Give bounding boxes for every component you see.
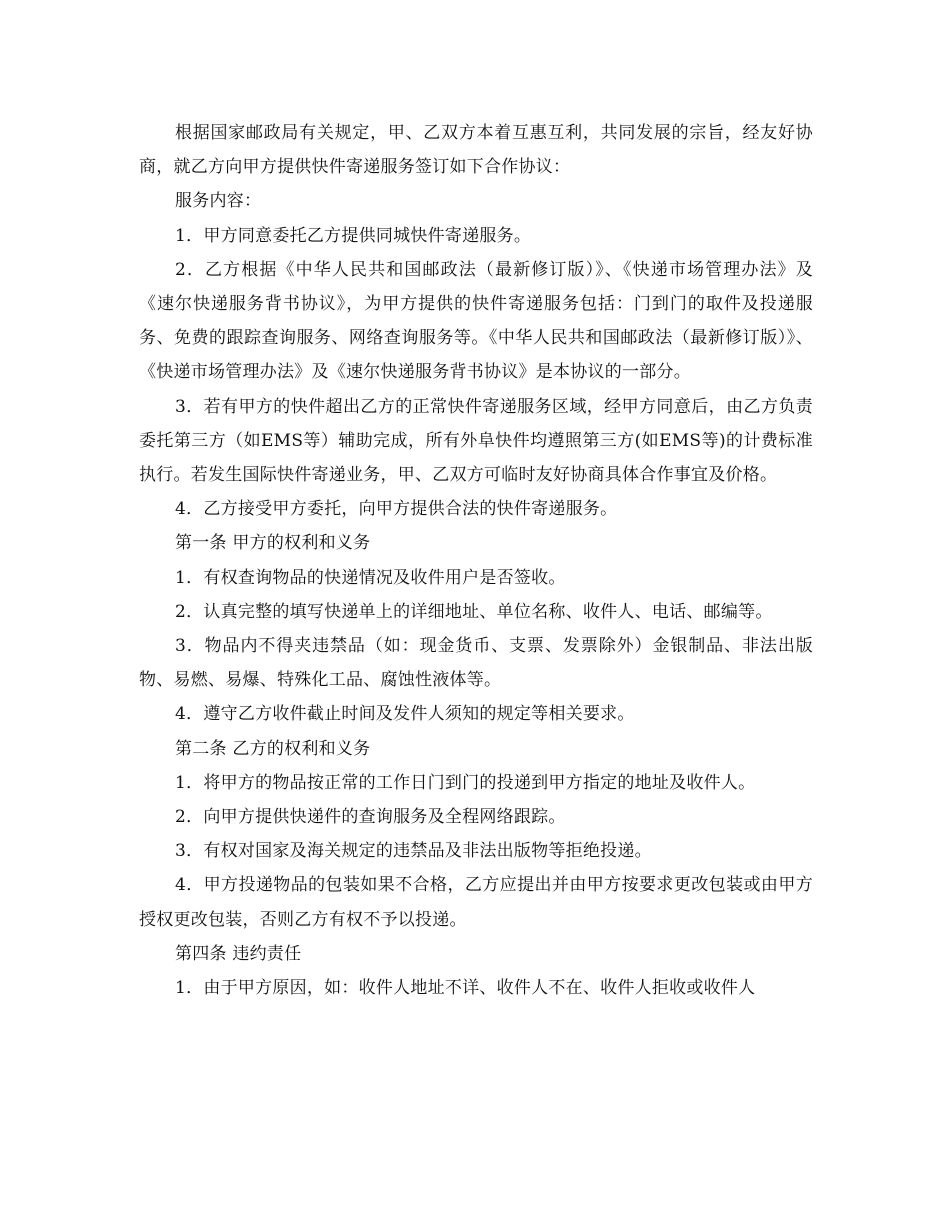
article-2-heading: 第二条 乙方的权利和义务: [175, 738, 371, 759]
service-item-4: 4．乙方接受甲方委托，向甲方提供合法的快件寄递服务。: [175, 499, 618, 520]
article-2-item-4: 4．甲方投递物品的包装如果不合格，乙方应提出并由甲方按要求更改包装或由甲方授权更改包装，否则乙方有权不予以投递。: [139, 875, 813, 930]
article-1-item-2: 2．认真完整的填写快递单上的详细地址、单位名称、收件人、电话、邮编等。: [175, 601, 773, 622]
article-1-heading: 第一条 甲方的权利和义务: [175, 533, 371, 554]
service-content-heading: 服务内容：: [175, 191, 262, 212]
document-body: [139, 116, 813, 1005]
intro-paragraph: 根据国家邮政局有关规定，甲、乙双方本着互惠互利，共同发展的宗旨，经友好协商，就乙方向甲方提供快件寄递服务签订如下合作协议：: [139, 123, 813, 178]
article-2-item-1: 1．将甲方的物品按正常的工作日门到门的投递到甲方指定的地址及收件人。: [175, 772, 756, 793]
article-1-item-3: 3．物品内不得夹违禁品（如：现金货币、支票、发票除外）金银制品、非法出版物、易燃、易爆、特殊化工品、腐蚀性液体等。: [139, 636, 813, 691]
article-4-heading: 第四条 违约责任: [175, 943, 302, 964]
article-2-item-2: 2．向甲方提供快递件的查询服务及全程网络跟踪。: [175, 807, 566, 828]
service-item-3: 3．若有甲方的快件超出乙方的正常快件寄递服务区域，经甲方同意后，由乙方负责委托第三方（如EMS等）辅助完成，所有外阜快件均遵照第三方(如EMS等)的计费标准执行。若发生国际快件寄递业务，甲、乙双方可临时友好协商具体合作事宜及价格。: [139, 396, 813, 486]
service-item-1: 1．甲方同意委托乙方提供同城快件寄递服务。: [175, 225, 532, 246]
article-1-item-1: 1．有权查询物品的快递情况及收件用户是否签收。: [175, 567, 566, 588]
article-2-item-3: 3．有权对国家及海关规定的违禁品及非法出版物等拒绝投递。: [175, 841, 652, 862]
service-item-2: 2．乙方根据《中华人民共和国邮政法（最新修订版）》、《快递市场管理办法》及《速尔快递服务背书协议》，为甲方提供的快件寄递服务包括：门到门的取件及投递服务、免费的跟踪查询服务、网络查询服务等。《中华人民共和国邮政法（最新修订版）》、《快递市场管理办法》及《速尔快递服务背书协议》是本协议的一部分。: [139, 259, 813, 383]
article-4-item-1: 1．由于甲方原因，如：收件人地址不详、收件人不在、收件人拒收或收件人: [175, 978, 756, 999]
article-1-item-4: 4．遵守乙方收件截止时间及发件人须知的规定等相关要求。: [175, 704, 635, 725]
